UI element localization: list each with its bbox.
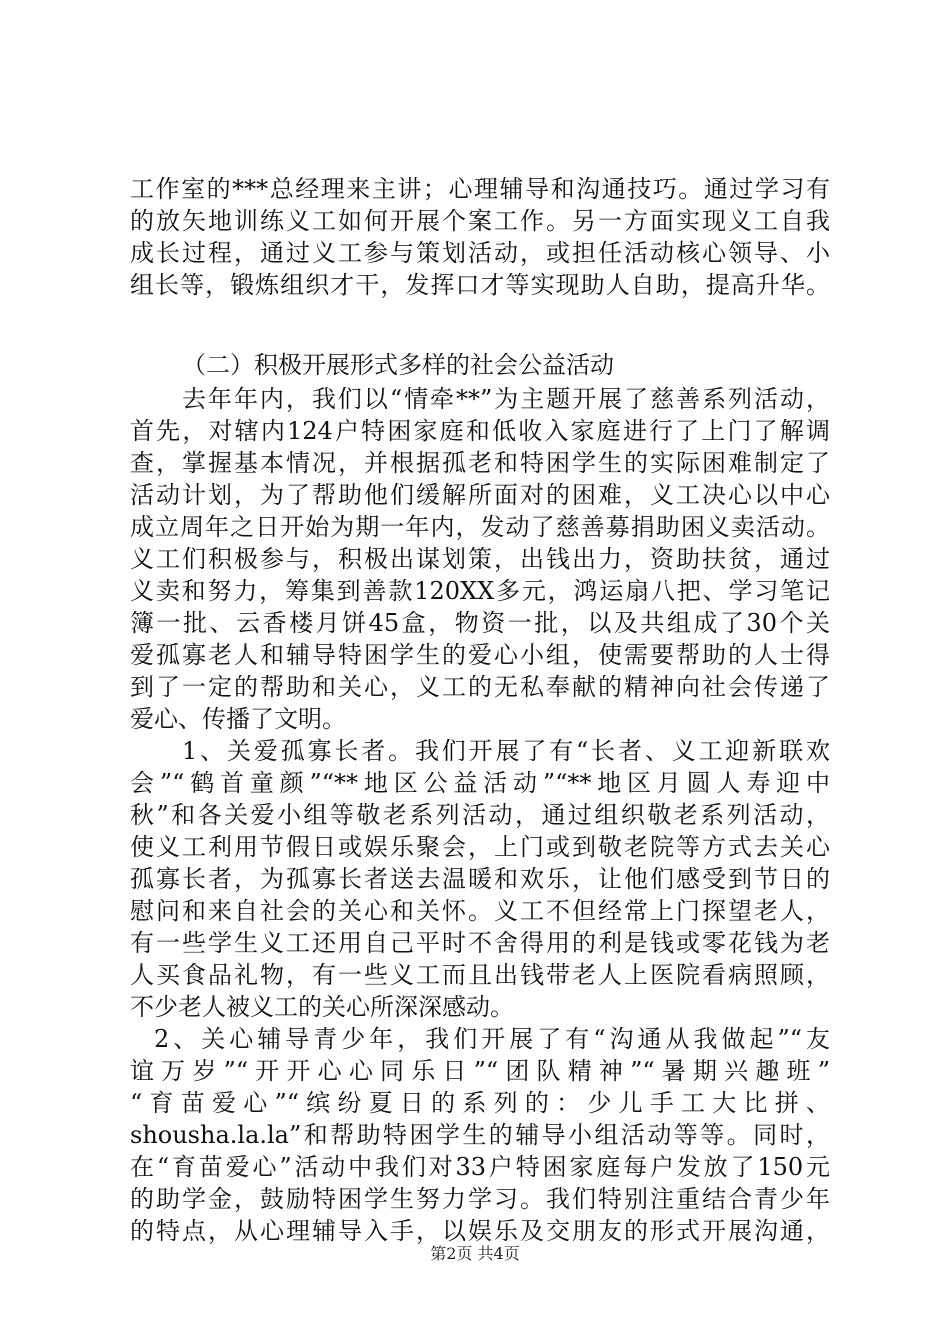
text-line: 簿一批、云香楼月饼45盒，物资一批，以及共组成了30个关 [130,609,830,637]
text-line: 成立周年之日开始为期一年内，发动了慈善募捐助困义卖活动。 [130,513,830,541]
text-line: 有一些学生义工还用自己平时不舍得用的利是钱或零花钱为老 [130,929,830,957]
page-footer: 第2页 共4页 [430,1244,520,1263]
text-line: 使义工利用节假日或娱乐聚会，上门或到敬老院等方式去关心 [130,833,830,861]
text-line: 秋”和各关爱小组等敬老系列活动，通过组织敬老系列活动， [130,801,830,829]
section-heading: （二）积极开展形式多样的社会公益活动 [182,351,614,379]
text-line: 爱孤寡老人和辅导特困学生的爱心小组，使需要帮助的人士得 [130,641,830,669]
text-line: 的特点，从心理辅导入手，以娱乐及交朋友的形式开展沟通， [130,1217,830,1245]
text-line: 爱心、传播了文明。 [130,705,346,733]
paragraph-elderly-care [130,735,830,1023]
text-line: 慰问和来自社会的关心和关怀。义工不但经常上门探望老人， [130,897,830,925]
text-line: 的放矢地训练义工如何开展个案工作。另一方面实现义工自我 [130,207,830,235]
text-line: 义工们积极参与，积极出谋划策，出钱出力，资助扶贫，通过 [130,545,830,573]
text-line: 去年年内，我们以“情牵**”为主题开展了慈善系列活动， [182,385,830,413]
text-line: 人买食品礼物，有一些义工而且出钱带老人上医院看病照顾， [130,961,830,989]
text-line: 的助学金，鼓励特困学生努力学习。我们特别注重结合青少年 [130,1185,830,1213]
text-line: 会”“鹤首童颜”“**地区公益活动”“**地区月圆人寿迎中 [130,769,830,797]
text-line: shousha.la.la”和帮助特困学生的辅导小组活动等等。同时， [130,1121,830,1149]
text-line: 组长等，锻炼组织才干，发挥口才等实现助人自助，提高升华。 [130,271,830,299]
text-line: 2、关心辅导青少年，我们开展了有“沟通从我做起”“友 [154,1025,830,1053]
text-line: 工作室的***总经理来主讲；心理辅导和沟通技巧。通过学习有 [130,175,830,203]
paragraph-gap [130,301,830,347]
intro-paragraph [130,173,830,301]
paragraph-youth-care [130,1023,830,1247]
text-line: 活动计划，为了帮助他们缓解所面对的困难，义工决心以中心 [130,481,830,509]
text-line: 孤寡长者，为孤寡长者送去温暖和欢乐，让他们感受到节日的 [130,865,830,893]
text-line: 不少老人被义工的关心所深深感动。 [130,993,514,1021]
text-line: 到了一定的帮助和关心，义工的无私奉献的精神向社会传递了 [130,673,830,701]
text-line: 成长过程，通过义工参与策划活动，或担任活动核心领导、小 [130,239,830,267]
text-line: 1、关爱孤寡长者。我们开展了有“长者、义工迎新联欢 [182,737,830,765]
paragraph-charity [130,383,830,735]
text-line: 在“育苗爱心”活动中我们对33户特困家庭每户发放了150元 [130,1153,830,1181]
document-body [130,173,830,1247]
text-line: 查，掌握基本情况，并根据孤老和特困学生的实际困难制定了 [130,449,830,477]
text-line: “育苗爱心”“缤纷夏日的系列的：少儿手工大比拼、 [130,1089,830,1117]
text-line: 谊万岁”“开开心心同乐日”“团队精神”“暑期兴趣班” [130,1057,830,1085]
text-line: 首先，对辖内124户特困家庭和低收入家庭进行了上门了解调 [130,417,830,445]
text-line: 义卖和努力，筹集到善款120XX多元，鸿运扇八把、学习笔记 [130,577,830,605]
